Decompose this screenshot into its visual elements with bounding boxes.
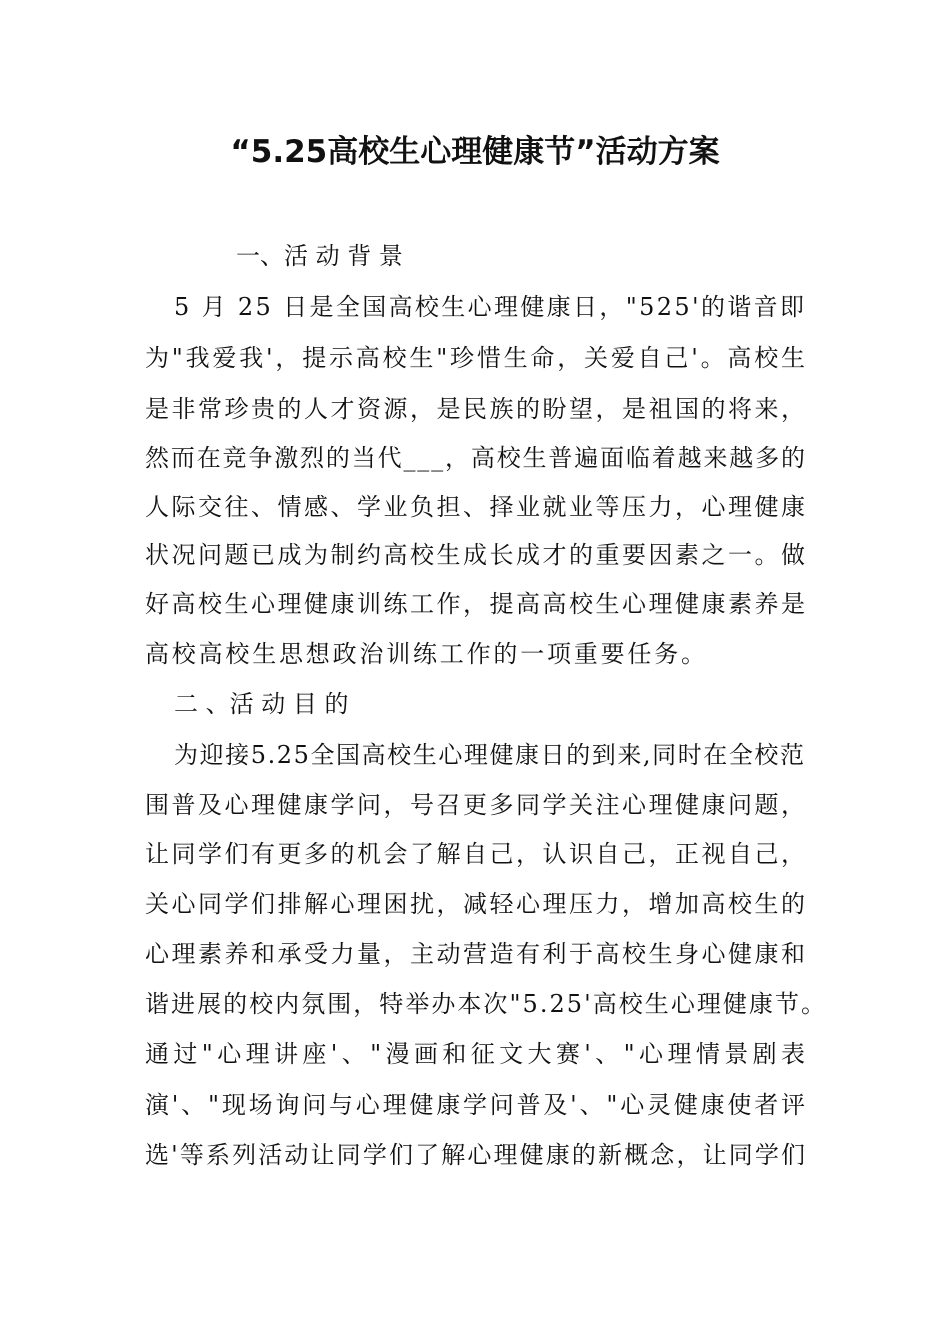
paragraph-line: 关心同学们排解心理困扰，减轻心理压力，增加高校生的 — [145, 890, 808, 918]
paragraph-line: 让同学们有更多的机会了解自己，认识自己，正视自己， — [145, 840, 808, 868]
paragraph-line: 好高校生心理健康训练工作，提高高校生心理健康素养是 — [145, 590, 808, 618]
paragraph-line: 5 月 25 日是全国高校生心理健康日，"525'的谐音即 — [174, 293, 807, 321]
paragraph-line: 为"我爱我'，提示高校生"珍惜生命，关爱自己'。高校生 — [145, 344, 808, 372]
paragraph-line: 是非常珍贵的人才资源，是民族的盼望，是祖国的将来， — [145, 395, 808, 423]
paragraph-line: 围普及心理健康学问，号召更多同学关注心理健康问题， — [145, 791, 808, 819]
paragraph-line: 选'等系列活动让同学们了解心理健康的新概念，让同学们 — [145, 1141, 808, 1169]
section-heading-background: 一、活 动 背 景 — [236, 242, 403, 270]
paragraph-line: 人际交往、情感、学业负担、择业就业等压力，心理健康 — [145, 493, 808, 521]
paragraph-line: 演'、"现场询问与心理健康学问普及'、"心灵健康使者评 — [145, 1091, 808, 1119]
paragraph-line: 状况问题已成为制约高校生成长成才的重要因素之一。做 — [145, 541, 808, 569]
paragraph-line: 高校高校生思想政治训练工作的一项重要任务。 — [145, 640, 708, 668]
paragraph-line: 通过"心理讲座'、"漫画和征文大赛'、"心理情景剧表 — [145, 1040, 810, 1068]
document-title: “5.25高校生心理健康节”活动方案 — [230, 134, 720, 170]
section-heading-purpose: 二 、活 动 目 的 — [174, 690, 349, 718]
paragraph-line: 心理素养和承受力量，主动营造有利于高校生身心健康和 — [145, 940, 808, 968]
paragraph-line: 为迎接5.25全国高校生心理健康日的到来,同时在全校范 — [174, 741, 806, 769]
paragraph-line: 然而在竞争激烈的当代___，高校生普遍面临着越来越多的 — [145, 444, 807, 472]
paragraph-line: 谐进展的校内氛围，特举办本次"5.25'高校生心理健康节。 — [145, 990, 828, 1018]
